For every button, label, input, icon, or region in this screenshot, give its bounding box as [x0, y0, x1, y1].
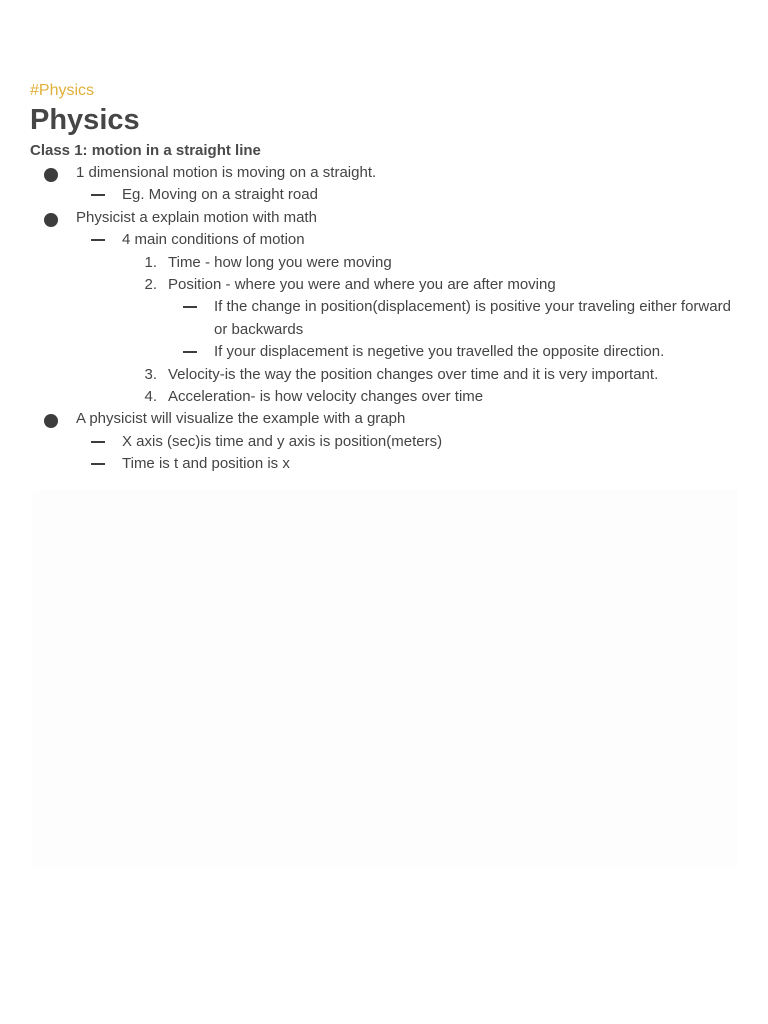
list-item-text: X axis (sec)is time and y axis is position(meters)	[122, 432, 443, 450]
list-item	[30, 162, 740, 207]
list-item	[76, 453, 740, 475]
bullet-dot-icon	[44, 414, 58, 428]
list-number: 3.	[144, 365, 157, 383]
list-item	[168, 296, 740, 341]
list-item-text: Physicist a explain motion with math	[76, 208, 317, 226]
bullet-list	[30, 162, 740, 476]
list-item	[76, 184, 740, 206]
dash-icon	[91, 441, 105, 443]
dash-icon	[91, 239, 105, 241]
list-item-text: Velocity-is the way the position changes over time and it is very important.	[168, 365, 659, 383]
list-item	[122, 252, 740, 274]
list-item-text: A physicist will visualize the example with a graph	[76, 410, 406, 428]
list-item	[76, 431, 740, 453]
list-item	[122, 364, 740, 386]
bullet-dot-icon	[44, 168, 58, 182]
bullet-dot-icon	[44, 213, 58, 227]
hashtag-link[interactable]: #Physics	[30, 82, 95, 99]
list-item	[168, 341, 740, 363]
list-item-text: Position - where you were and where you are after moving	[168, 276, 556, 294]
dash-icon	[183, 306, 197, 308]
numbered-list	[122, 252, 740, 409]
list-item	[122, 386, 740, 408]
list-item-text: 4 main conditions of motion	[122, 231, 305, 249]
list-item	[76, 229, 740, 408]
dash-list	[76, 184, 740, 206]
list-item	[30, 408, 740, 475]
list-item-text: If your displacement is negetive you travelled the opposite direction.	[214, 343, 665, 361]
dash-icon	[91, 194, 105, 196]
list-item-text: Acceleration- is how velocity changes over time	[168, 388, 484, 406]
note-title: Physics	[30, 104, 140, 136]
dash-list	[168, 296, 740, 363]
list-item	[122, 274, 740, 364]
list-item-text: 1 dimensional motion is moving on a straight.	[76, 164, 377, 181]
list-item	[30, 207, 740, 409]
list-item-text: Eg. Moving on a straight road	[122, 186, 318, 204]
dash-icon	[183, 351, 197, 353]
list-item-text: Time - how long you were moving	[168, 253, 392, 271]
drawing-canvas[interactable]	[32, 490, 738, 868]
dash-list	[76, 431, 740, 476]
list-number: 2.	[144, 276, 157, 294]
note-subtitle: Class 1: motion in a straight line	[30, 142, 261, 159]
list-number: 4.	[144, 388, 157, 406]
list-item-text: Time is t and position is x	[122, 455, 290, 473]
list-item-text: If the change in position(displacement) is positive your traveling either forward or backwards	[214, 298, 731, 338]
dash-list	[76, 229, 740, 408]
note-page	[30, 80, 740, 476]
list-number: 1.	[144, 253, 157, 271]
dash-icon	[91, 463, 105, 465]
